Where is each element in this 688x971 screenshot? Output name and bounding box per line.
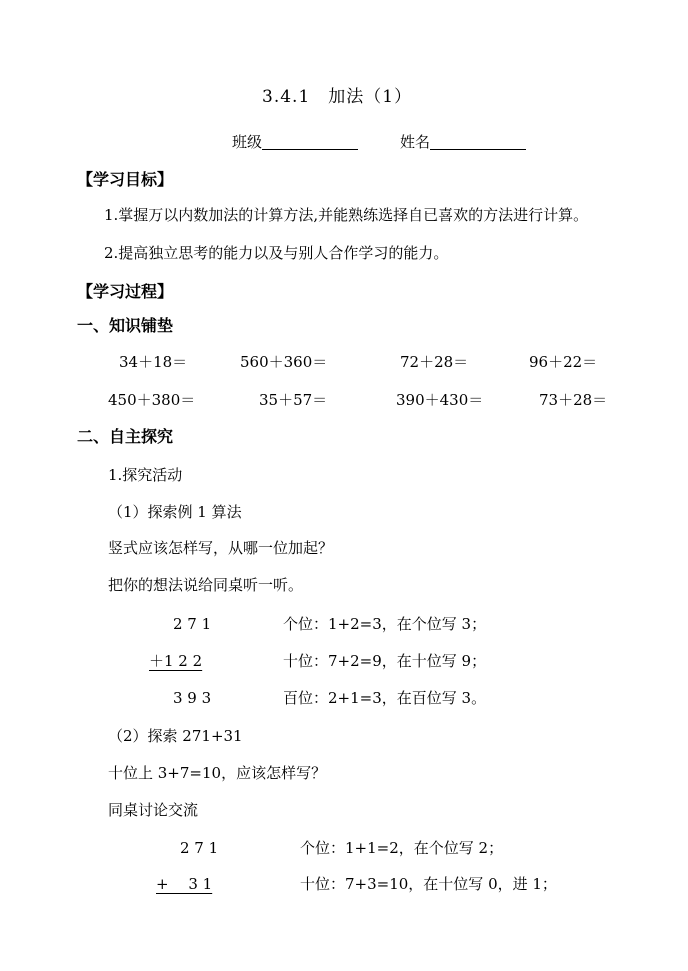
class-label: 班级 xyxy=(232,133,263,151)
vertical1-line2: ＋1 2 2 xyxy=(149,652,203,670)
name-label: 姓名 xyxy=(400,133,431,151)
vertical2-line1: 2 7 1 xyxy=(180,839,219,857)
exercise-item: 35＋57＝ xyxy=(259,391,328,409)
question-text: 把你的想法说给同桌听一听。 xyxy=(108,576,304,594)
step-text: 个位：1+2=3，在个位写 3； xyxy=(283,615,487,633)
class-blank xyxy=(262,133,358,150)
discuss-text: 同桌讨论交流 xyxy=(108,801,199,819)
step-text: 十位：7+2=9，在十位写 9； xyxy=(283,652,487,670)
page-title: 3.4.1 加法（1） xyxy=(262,87,413,107)
explore2-heading: （2）探索 271+31 xyxy=(108,727,243,745)
section-process: 【学习过程】 xyxy=(77,282,174,301)
exercise-item: 72＋28＝ xyxy=(400,353,469,371)
part1-heading: 一、知识铺垫 xyxy=(77,316,174,335)
section-goals: 【学习目标】 xyxy=(77,170,174,189)
question-text: 十位上 3+7=10，应该怎样写？ xyxy=(108,764,327,782)
name-blank xyxy=(430,133,526,150)
name-field xyxy=(400,133,526,150)
question-text: 竖式应该怎样写，从哪一位加起？ xyxy=(108,539,334,557)
exercise-item: 390＋430＝ xyxy=(396,391,484,409)
exercise-item: 560＋360＝ xyxy=(240,353,328,371)
goal-item: 2.提高独立思考的能力以及与别人合作学习的能力。 xyxy=(104,244,449,262)
vertical1-line1: 2 7 1 xyxy=(173,615,212,633)
goal-item: 1.掌握万以内数加法的计算方法,并能熟练选择自已喜欢的方法进行计算。 xyxy=(104,206,589,224)
exercise-item: 96＋22＝ xyxy=(529,353,598,371)
step-text: 十位：7+3=10，在十位写 0，进 1； xyxy=(300,875,557,893)
vertical1-line3: 3 9 3 xyxy=(173,689,212,707)
part2-heading: 二、自主探究 xyxy=(77,427,174,446)
exercise-item: 450＋380＝ xyxy=(108,391,196,409)
exercise-item: 34＋18＝ xyxy=(119,353,188,371)
step-text: 个位：1+1=2，在个位写 2； xyxy=(300,839,504,857)
class-field xyxy=(232,133,358,150)
explore1-heading: （1）探索例 1 算法 xyxy=(108,503,242,521)
vertical2-line2: + 3 1 xyxy=(156,875,213,893)
exercise-item: 73＋28＝ xyxy=(539,391,608,409)
step-text: 百位：2+1=3，在百位写 3。 xyxy=(283,689,487,707)
activity-heading: 1.探究活动 xyxy=(108,466,183,484)
